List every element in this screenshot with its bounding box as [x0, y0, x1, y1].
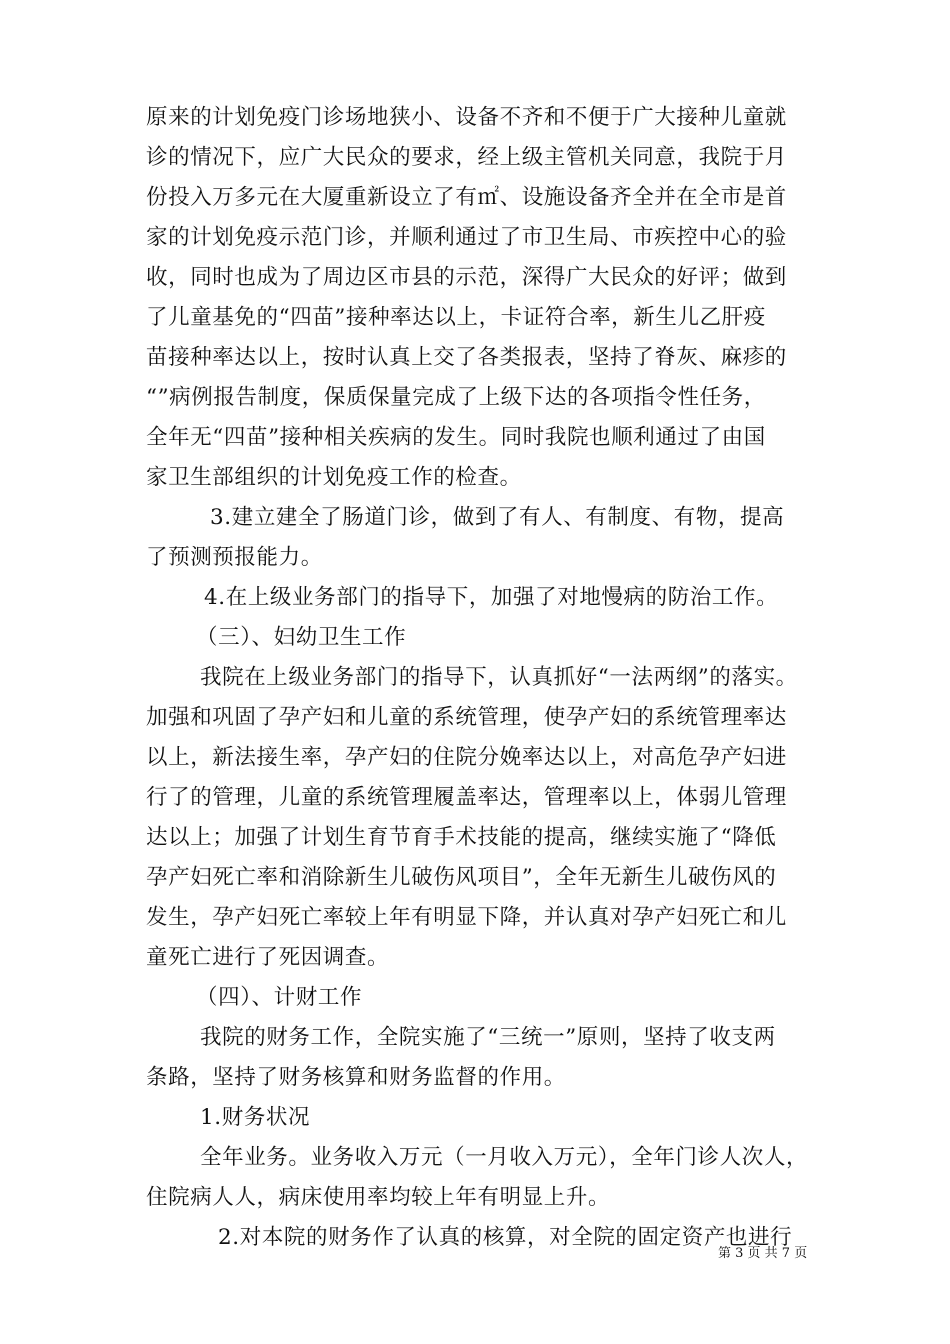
- text-line: “”病例报告制度，保质保量完成了上级下达的各项指令性任务，: [146, 385, 766, 410]
- text-line: 份投入万多元在大厦重新设立了有㎡、设施设备齐全并在全市是首: [146, 185, 787, 210]
- text-line: 3.建立建全了肠道门诊，做到了有人、有制度、有物，提高: [210, 505, 785, 530]
- text-line: 孕产妇死亡率和消除新生儿破伤风项目”，全年无新生儿破伤风的: [146, 865, 777, 890]
- text-line: 2.对本院的财务作了认真的核算，对全院的固定资产也进行: [218, 1225, 793, 1250]
- text-line: 发生，孕产妇死亡率较上年有明显下降，并认真对孕产妇死亡和儿: [146, 905, 787, 930]
- text-line: 达以上；加强了计划生育节育手术技能的提高，继续实施了“降低: [146, 825, 777, 850]
- text-line: 我院的财务工作，全院实施了“三统一”原则，坚持了收支两: [200, 1025, 776, 1050]
- text-line: （四）、计财工作: [196, 985, 363, 1010]
- text-line: 行了的管理，儿童的系统管理履盖率达，管理率以上，体弱儿管理: [146, 785, 787, 810]
- text-line: 了预测预报能力。: [146, 545, 323, 570]
- text-line: 以上，新法接生率，孕产妇的住院分娩率达以上，对高危孕产妇进: [146, 745, 787, 770]
- text-line: 条路，坚持了财务核算和财务监督的作用。: [146, 1065, 566, 1090]
- text-line: 全年业务。业务收入万元（一月收入万元），全年门诊人次人，: [200, 1145, 809, 1170]
- text-line: 收，同时也成为了周边区市县的示范，深得广大民众的好评；做到: [146, 265, 787, 290]
- body-text: [146, 98, 826, 1258]
- text-line: 诊的情况下，应广大民众的要求，经上级主管机关同意，我院于月: [146, 145, 787, 170]
- text-line: 1.财务状况: [200, 1105, 311, 1130]
- text-line: 苗接种率达以上，按时认真上交了各类报表，坚持了脊灰、麻疹的: [146, 345, 787, 370]
- text-line: 童死亡进行了死因调查。: [146, 945, 390, 970]
- text-line: 住院病人人，病床使用率均较上年有明显上升。: [146, 1185, 611, 1210]
- page-number: 第 3 页 共 7 页: [718, 1246, 808, 1261]
- text-line: 了儿童基免的“四苗”接种率达以上，卡证符合率，新生儿乙肝疫: [146, 305, 766, 330]
- text-line: 加强和巩固了孕产妇和儿童的系统管理，使孕产妇的系统管理率达: [146, 705, 787, 730]
- text-line: 4.在上级业务部门的指导下，加强了对地慢病的防治工作。: [204, 585, 779, 610]
- text-line: 家的计划免疫示范门诊，并顺利通过了市卫生局、市疾控中心的验: [146, 225, 787, 250]
- text-line: 我院在上级业务部门的指导下，认真抓好“一法两纲”的落实。: [200, 665, 798, 690]
- text-line: 全年无“四苗”接种相关疾病的发生。同时我院也顺利通过了由国: [146, 425, 766, 450]
- text-line: 原来的计划免疫门诊场地狭小、设备不齐和不便于广大接种儿童就: [146, 105, 787, 130]
- text-line: 家卫生部组织的计划免疫工作的检查。: [146, 465, 522, 490]
- text-line: （三）、妇幼卫生工作: [196, 625, 407, 650]
